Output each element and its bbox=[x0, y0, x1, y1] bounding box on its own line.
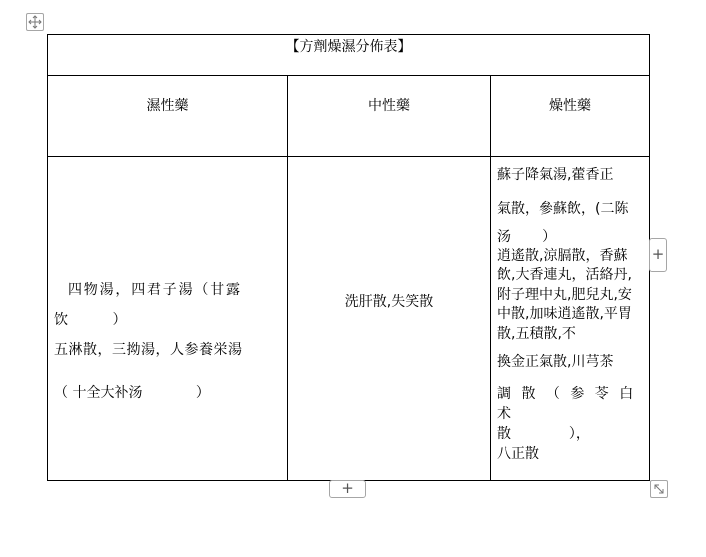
cell-wet-formulas[interactable] bbox=[48, 157, 288, 481]
move-arrows-icon bbox=[27, 14, 43, 30]
cell-neutral-formulas[interactable] bbox=[288, 157, 491, 481]
dry-line-2: 氣散，參蘇飲，(二陈 bbox=[497, 201, 629, 217]
neutral-text: 洗肝散,失笑散 bbox=[344, 294, 434, 310]
header-cell-dry[interactable] bbox=[491, 76, 650, 157]
dry-line-7: 散 ）， bbox=[497, 426, 590, 443]
header-wet: 濕性藥 bbox=[146, 98, 189, 114]
header-cell-wet[interactable] bbox=[48, 76, 288, 157]
distribution-table bbox=[47, 34, 650, 481]
dry-line-8: 八正散 bbox=[497, 446, 539, 463]
dry-line-1: 蘇子降氣湯,藿香正 bbox=[497, 167, 614, 183]
header-dry: 燥性藥 bbox=[549, 98, 591, 114]
dry-line-3: 汤 ） bbox=[497, 229, 557, 245]
wet-line-4: （ 十全大补汤 ） bbox=[54, 385, 210, 401]
plus-icon: + bbox=[651, 245, 665, 263]
plus-icon: + bbox=[341, 479, 354, 497]
dry-line-5: 換金正氣散,川芎茶 bbox=[497, 354, 614, 371]
table-title: 【方劑燥濕分佈表】 bbox=[285, 39, 412, 55]
resize-arrow-icon bbox=[651, 481, 667, 497]
wet-line-1: 四物湯，四君子湯（甘露 bbox=[68, 282, 242, 298]
add-column-button[interactable] bbox=[649, 238, 667, 272]
table-resize-handle[interactable] bbox=[650, 480, 668, 498]
header-neutral: 中性藥 bbox=[368, 98, 410, 114]
header-cell-neutral[interactable] bbox=[288, 76, 491, 157]
add-row-button[interactable] bbox=[329, 480, 366, 498]
table-move-handle[interactable] bbox=[26, 13, 44, 31]
dry-line-6: 調 散 （ 参 苓 白 术 bbox=[497, 386, 637, 423]
wet-line-3: 五淋散，三拗湯，人参養栄湯 bbox=[54, 342, 243, 358]
table-title-cell[interactable] bbox=[48, 35, 650, 76]
wet-line-2: 饮 ） bbox=[54, 312, 127, 328]
dry-line-4: 逍遙散,涼膈散，香蘇飲,大香連丸，活絡丹,附子理中丸,肥兒丸,安中散,加味逍遙散,平胃散,五積散,不 bbox=[497, 248, 632, 342]
cell-dry-formulas[interactable] bbox=[491, 157, 650, 481]
